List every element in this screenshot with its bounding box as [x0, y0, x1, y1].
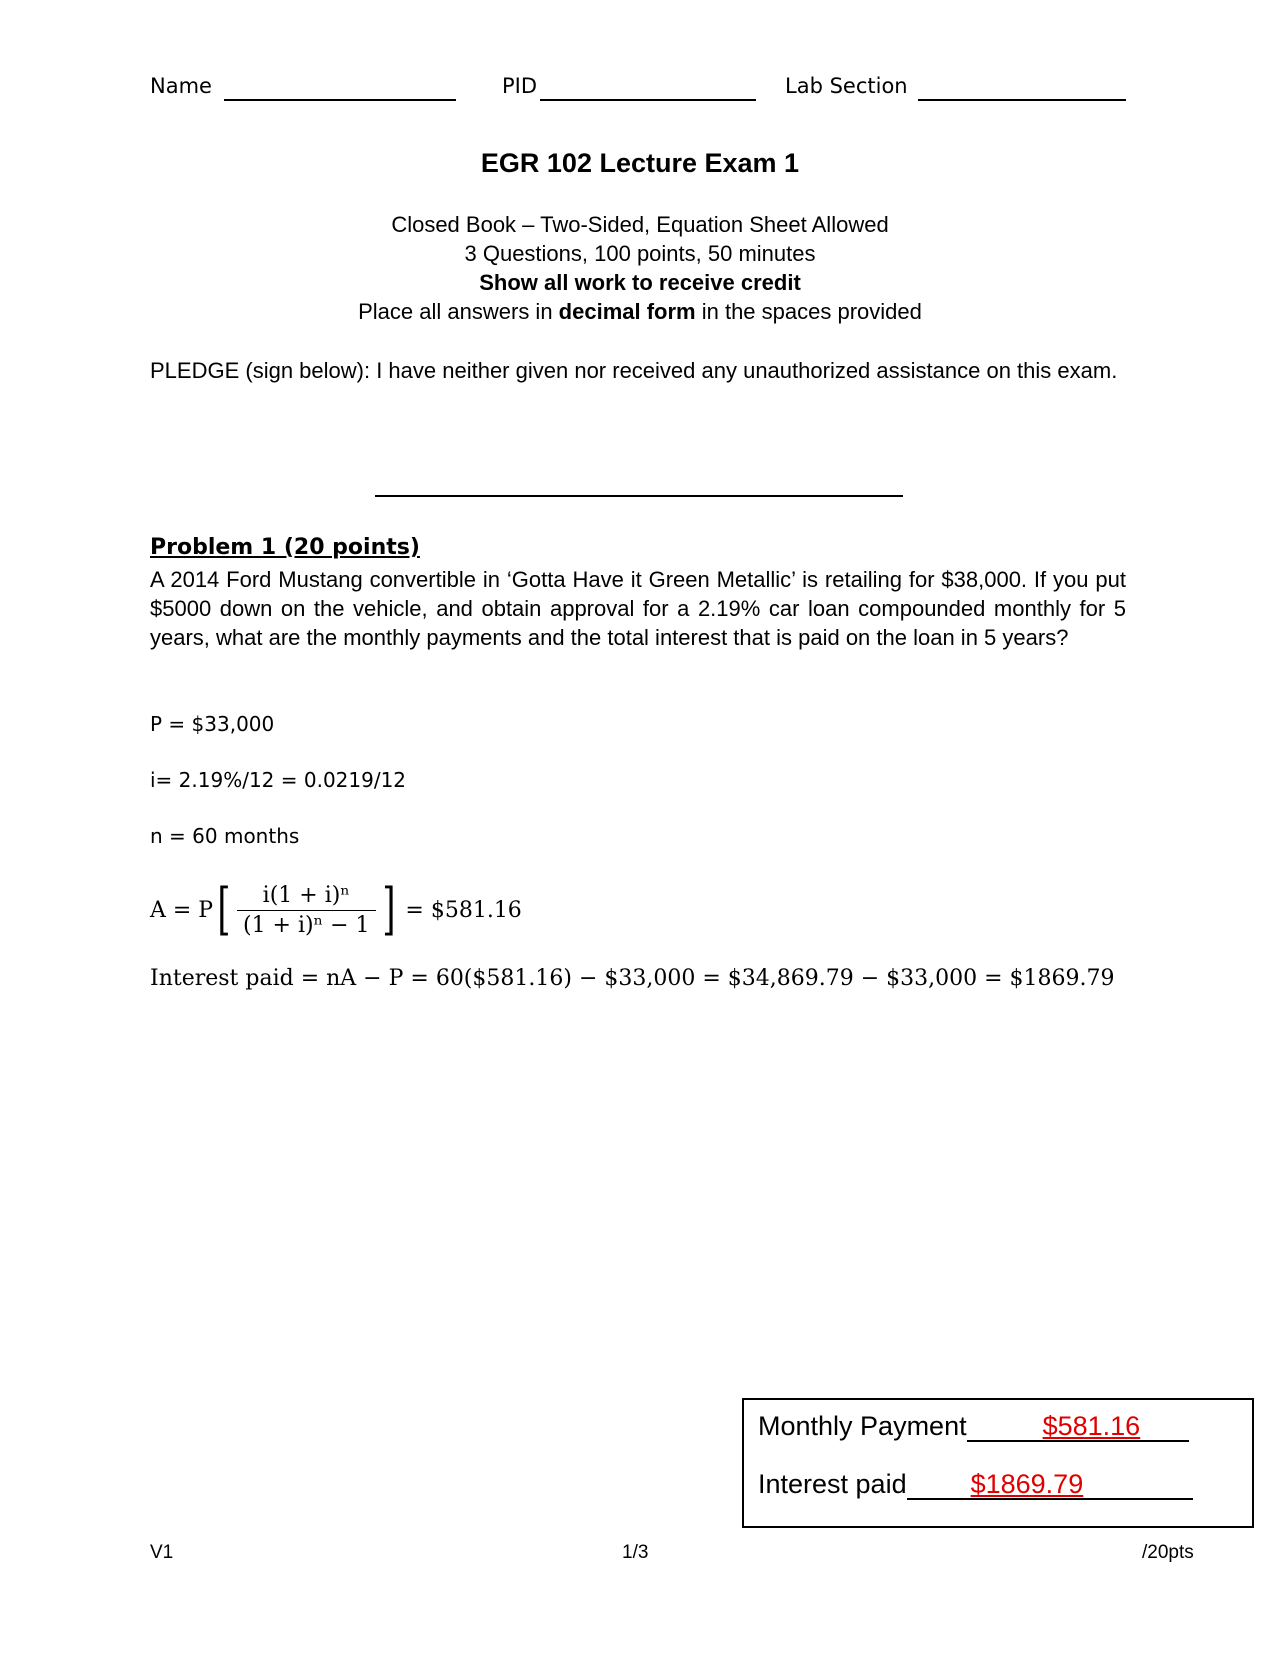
instruction-line-4 [0, 299, 1280, 325]
version-label: V1 [150, 1542, 174, 1563]
pledge-text: PLEDGE (sign below): I have neither given nor received any unauthorized assistance on this exam. [150, 358, 1118, 383]
formula-lhs: A = P [150, 897, 214, 923]
formula-denominator: (1 + i)ⁿ − 1 [237, 910, 376, 938]
instruction-line-3 [0, 270, 1280, 296]
formula-rhs: = $581.16 [405, 897, 522, 923]
problem-heading: Problem 1 (20 points) [150, 535, 420, 560]
work-i-line: i= 2.19%/12 = 0.0219/12 [150, 768, 407, 792]
answer-box [742, 1398, 1254, 1528]
pid-field[interactable] [540, 99, 756, 101]
right-bracket: ] [381, 877, 396, 942]
page-number: 1/3 [622, 1542, 649, 1563]
monthly-payment-field[interactable] [967, 1410, 1189, 1442]
monthly-payment-label: Monthly Payment [758, 1411, 967, 1441]
left-bracket: [ [217, 877, 231, 942]
show-work-text: Show all work to receive credit [479, 270, 801, 295]
interest-paid-label: Interest paid [758, 1469, 907, 1499]
lab-section-field[interactable] [918, 99, 1126, 101]
instruction-4-pre: Place all answers in [358, 299, 559, 324]
signature-line[interactable] [375, 495, 903, 497]
monthly-payment-row [758, 1410, 1189, 1442]
instruction-line-2: 3 Questions, 100 points, 50 minutes [464, 241, 816, 266]
work-n-line: n = 60 months [150, 824, 300, 848]
interest-equation: Interest paid = nA − P = 60($581.16) − $33,000 = $34,869.79 − $33,000 = $1869.79 [150, 966, 1115, 991]
interest-paid-row [758, 1468, 1193, 1500]
points-label: /20pts [1142, 1542, 1194, 1563]
lab-section-label: Lab Section [785, 74, 908, 98]
interest-paid-value: $1869.79 [970, 1469, 1084, 1499]
name-label: Name [150, 74, 212, 98]
work-p-line: P = $33,000 [150, 712, 275, 736]
decimal-form-text: decimal form [558, 299, 696, 324]
name-field[interactable] [224, 99, 456, 101]
problem-text: A 2014 Ford Mustang convertible in ‘Gotta Have it Green Metallic’ is retailing for $38,000. If you put $5000 down on the vehicle, and obtain approval for a 2.19% car loan compounded monthly for 5 years, what are the monthly payments and the total interest that is paid on the loan in 5 years? [150, 567, 1126, 650]
pid-label: PID [502, 74, 538, 98]
instruction-line-1: Closed Book – Two-Sided, Equation Sheet Allowed [391, 212, 889, 237]
formula-fraction [237, 883, 376, 938]
interest-paid-field[interactable] [907, 1468, 1193, 1500]
exam-title: EGR 102 Lecture Exam 1 [480, 148, 800, 178]
payment-formula [150, 876, 522, 944]
formula-numerator: i(1 + i)ⁿ [262, 882, 350, 908]
instruction-4-post: in the spaces provided [695, 299, 922, 324]
monthly-payment-value: $581.16 [1042, 1411, 1141, 1441]
